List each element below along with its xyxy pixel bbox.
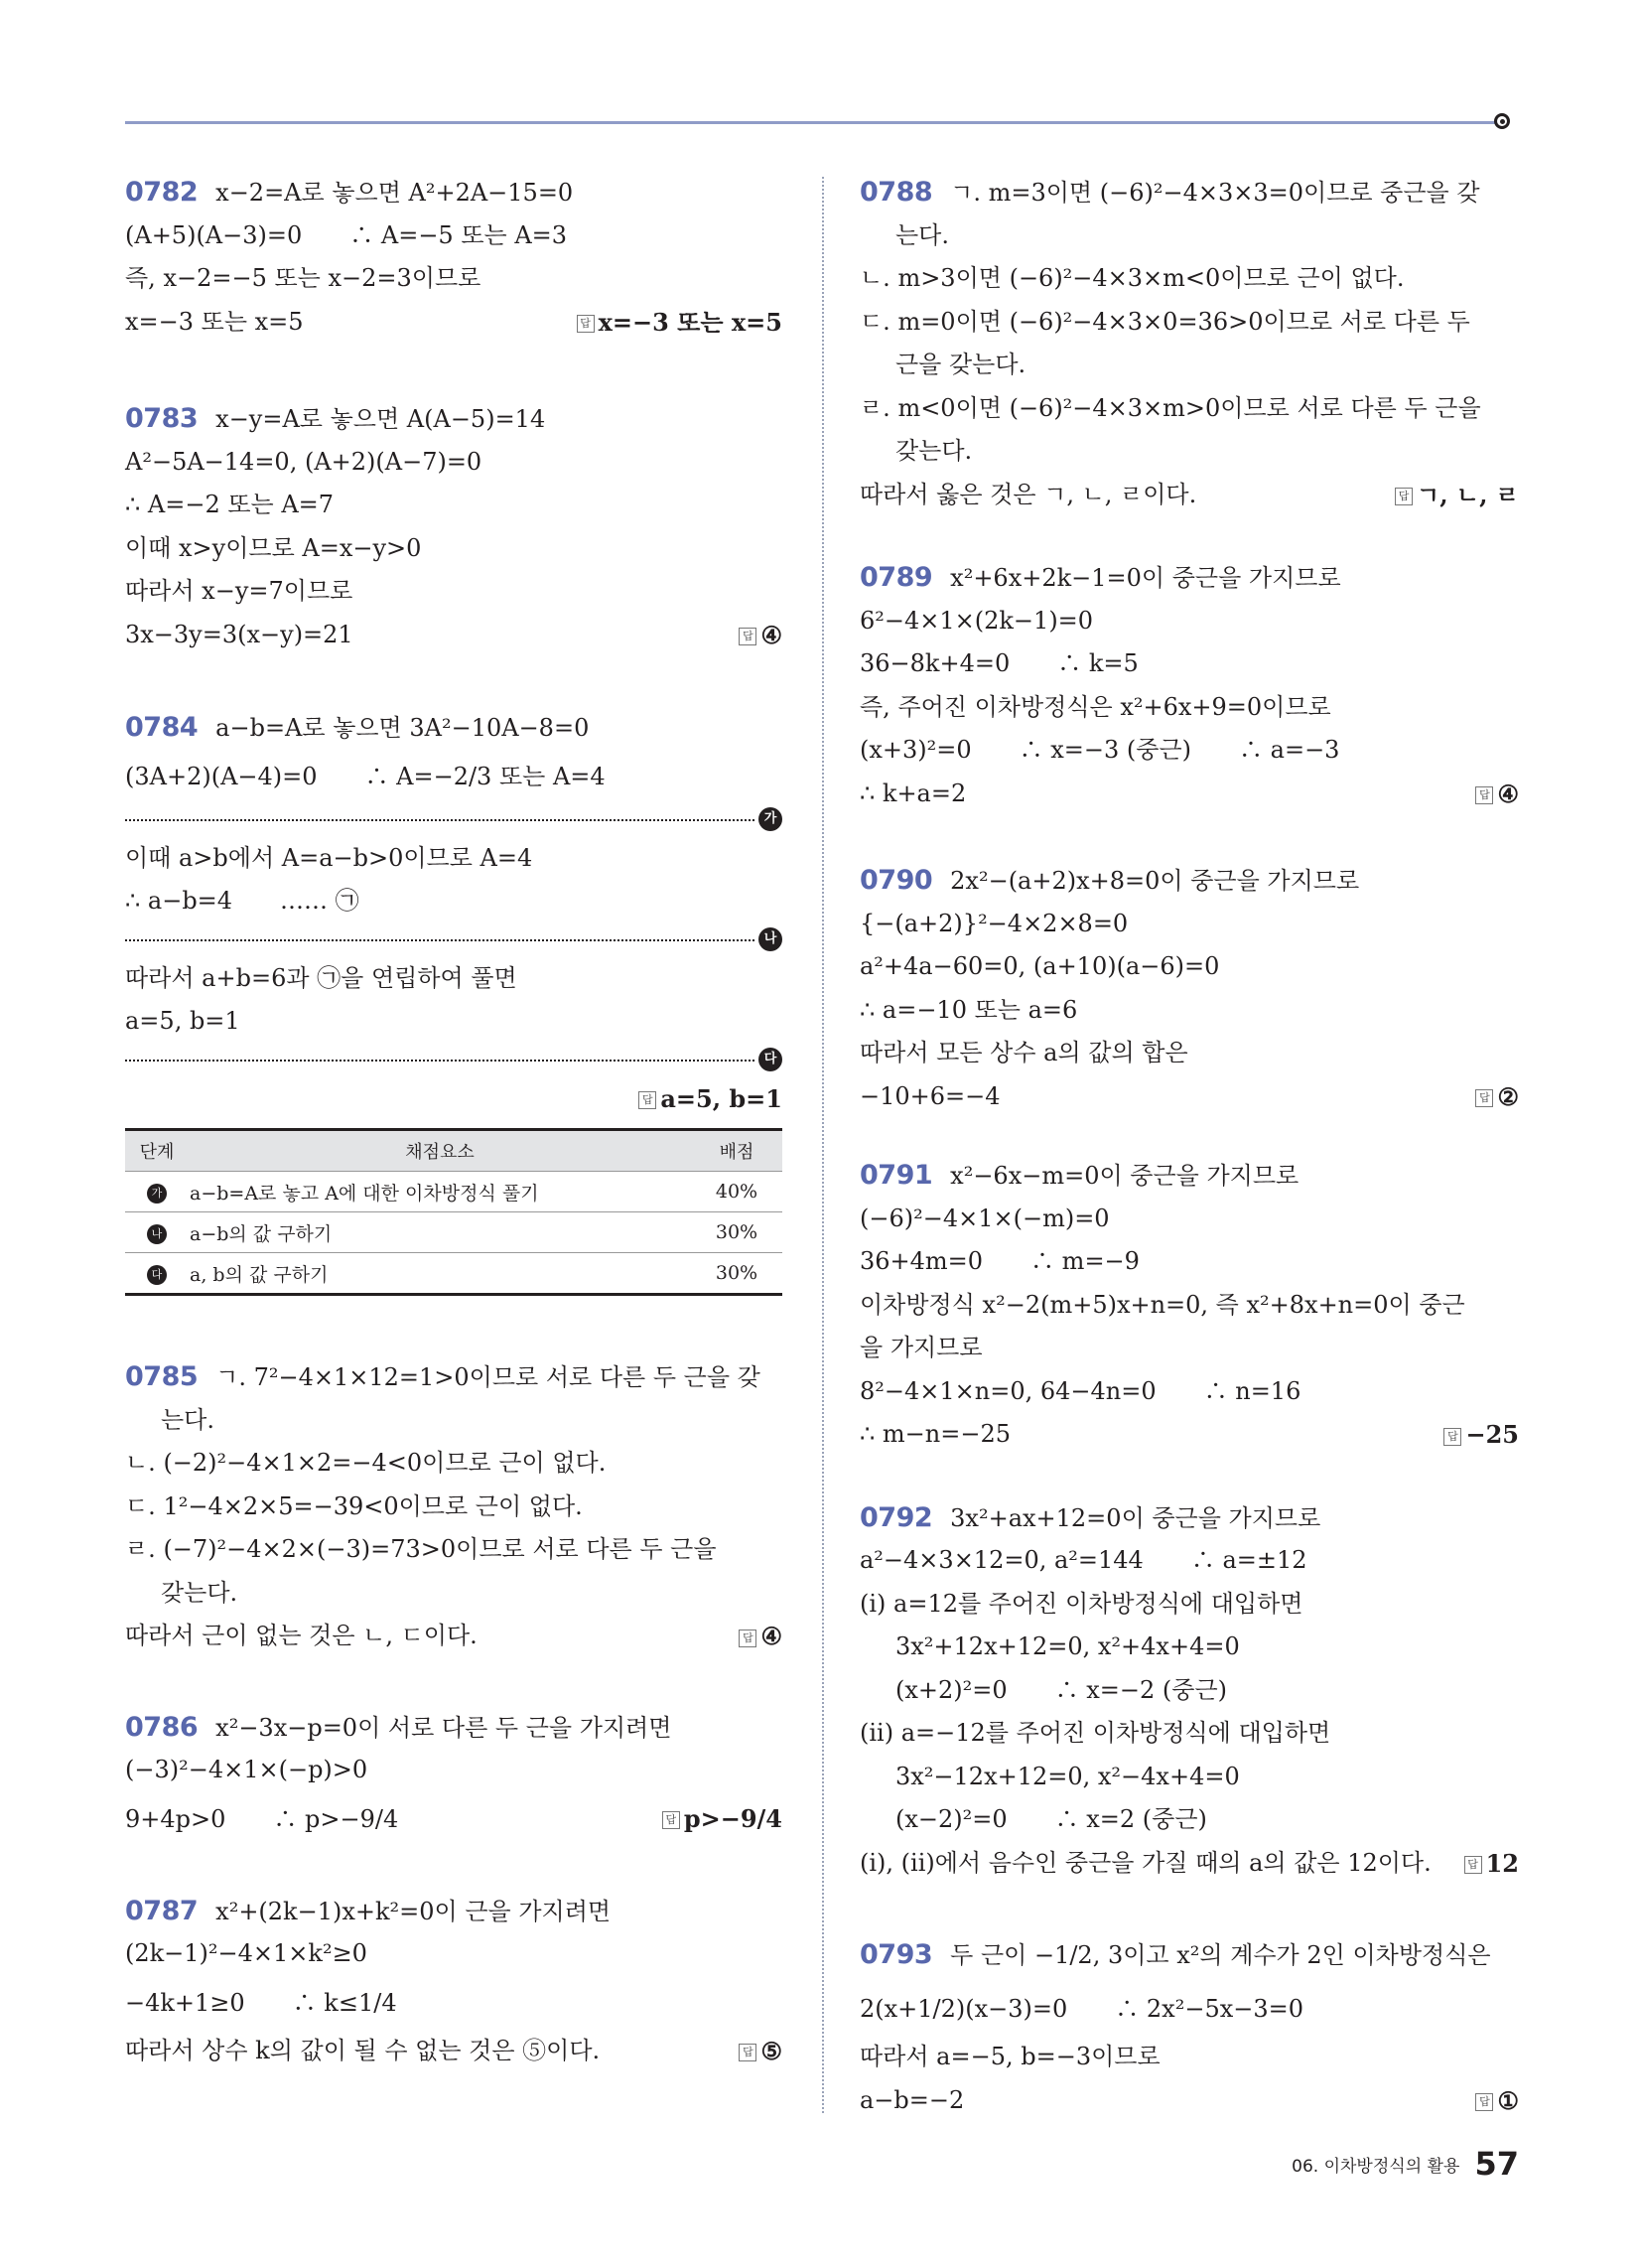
solution-line: ∴ A=−2 또는 A=7 (125, 491, 335, 518)
solution-line: 8²−4×1×n=0, 64−4n=0 ∴ n=16 (860, 1376, 1301, 1405)
solution-line: −4k+1≥0 ∴ k≤1/4 (125, 1988, 397, 2017)
problem-number: 0787 (125, 1895, 199, 1926)
answer: 답 −25 (1443, 1413, 1519, 1457)
answer-mark-icon: 답 (1475, 2093, 1493, 2111)
solution-line: 0787 x²+(2k−1)x+k²=0이 근을 가지려면 (125, 1895, 612, 1926)
problem-number: 0788 (860, 177, 933, 208)
solution-line: 따라서 모든 상수 a의 값의 합은 (860, 1039, 1188, 1066)
problem-number: 0792 (860, 1501, 933, 1533)
step-marker: 가 (758, 807, 782, 831)
problem-number: 0783 (125, 403, 199, 434)
answer: 답 ⑤ (739, 2030, 782, 2073)
table-row (125, 1212, 782, 1253)
problem-0786 (125, 1706, 782, 1846)
table-cell: a−b=A로 놓고 A에 대한 이차방정식 풀기 (189, 1172, 691, 1212)
answer-mark-icon: 답 (1475, 786, 1493, 804)
step-divider (125, 803, 782, 837)
answer: 답 p>−9/4 (662, 1792, 782, 1846)
solution-line: (x−2)²=0 ∴ x=2 (중근) (895, 1805, 1207, 1833)
solution-line: {−(a+2)}²−4×2×8=0 (860, 909, 1129, 937)
solution-line: ㄷ. 1²−4×2×5=−39<0이므로 근이 없다. (125, 1491, 583, 1520)
answer-mark-icon: 답 (739, 1630, 756, 1647)
solution-line: 0791 x²−6x−m=0이 중근을 가지므로 (860, 1160, 1300, 1191)
step-marker: 나 (147, 1224, 167, 1244)
problem-0791 (860, 1154, 1519, 1457)
problem-0788 (860, 171, 1519, 516)
solution-line: a−b=−2 답 ① (860, 2079, 1519, 2123)
problem-0783 (125, 397, 782, 656)
solution-line: (ii) a=−12를 주어진 이차방정식에 대입하면 (860, 1719, 1331, 1747)
problem-0784 (125, 706, 782, 1296)
solution-line: ∴ a=−10 또는 a=6 (860, 995, 1078, 1024)
answer: 답 ② (1475, 1075, 1519, 1119)
solution-line: (2k−1)²−4×1×k²≥0 (125, 1939, 367, 1967)
top-rule-dot (1494, 113, 1510, 129)
solution-line: 0785 ㄱ. 7²−4×1×12=1>0이므로 서로 다른 두 근을 갖 (125, 1361, 760, 1392)
solution-line: (i) a=12를 주어진 이차방정식에 대입하면 (860, 1589, 1303, 1618)
solution-line: 이차방정식 x²−2(m+5)x+n=0, 즉 x²+8x+n=0이 중근 (860, 1290, 1465, 1319)
solution-line: 는다. (161, 1405, 214, 1434)
problem-0789 (860, 556, 1519, 815)
solution-line: 36−8k+4=0 ∴ k=5 (860, 649, 1139, 677)
column-divider (822, 177, 824, 2113)
answer: 답 ① (1475, 2079, 1519, 2123)
solution-line: 9+4p>0 ∴ p>−9/4 답 p>−9/4 (125, 1792, 782, 1846)
answer-mark-icon: 답 (1395, 488, 1413, 505)
solution-line: 따라서 a=−5, b=−3이므로 (860, 2043, 1161, 2070)
table-cell: a, b의 값 구하기 (189, 1253, 691, 1295)
answer-mark-icon: 답 (577, 315, 595, 333)
table-header: 단계 (125, 1130, 189, 1172)
problem-number: 0785 (125, 1361, 199, 1392)
solution-line: 는다. (895, 220, 949, 249)
solution-line: ∴ k+a=2 답 ④ (860, 773, 1519, 816)
table-cell: 30% (691, 1253, 782, 1295)
problem-0792 (860, 1496, 1519, 1886)
left-column (125, 171, 782, 2072)
solution-line: (−6)²−4×1×(−m)=0 (860, 1204, 1110, 1232)
step-marker: 나 (758, 927, 782, 951)
top-rule (125, 121, 1503, 124)
solution-line: (x+2)²=0 ∴ x=−2 (중근) (895, 1675, 1228, 1704)
solution-line: ㄹ. (−7)²−4×2×(−3)=73>0이므로 서로 다른 두 근을 (125, 1535, 717, 1563)
solution-line: 3x−3y=3(x−y)=21 답 ④ (125, 614, 782, 657)
answer-line (125, 1077, 782, 1121)
chapter-title: 06. 이차방정식의 활용 (1292, 2156, 1460, 2177)
solution-line: 0788 ㄱ. m=3이면 (−6)²−4×3×3=0이므로 중근을 갖 (860, 177, 1480, 208)
answer: 답 ④ (739, 1615, 782, 1658)
table-cell: a−b의 값 구하기 (189, 1212, 691, 1253)
solution-line: 따라서 a+b=6과 ㉠을 연립하여 풀면 (125, 963, 517, 992)
solution-line: 을 가지므로 (860, 1334, 983, 1361)
solution-line: ㄴ. m>3이면 (−6)²−4×3×m<0이므로 근이 없다. (860, 264, 1405, 292)
solution-line: 3x²+12x+12=0, x²+4x+4=0 (895, 1632, 1240, 1660)
solution-line: 0792 3x²+ax+12=0이 중근을 가지므로 (860, 1501, 1321, 1533)
solution-line: 0793 두 근이 −1/2, 3이고 x²의 계수가 2인 이차방정식은 (860, 1939, 1491, 1970)
table-header: 배점 (691, 1130, 782, 1172)
solution-line: (−3)²−4×1×(−p)>0 (125, 1756, 368, 1783)
answer: 답 ④ (739, 614, 782, 657)
solution-line: (3A+2)(A−4)=0 ∴ A=−2/3 또는 A=4 (125, 762, 606, 790)
solution-line: 따라서 상수 k의 값이 될 수 없는 것은 ⑤이다. 답 ⑤ (125, 2030, 782, 2073)
answer: 답 ④ (1475, 773, 1519, 816)
step-divider (125, 1044, 782, 1077)
solution-line: ㄴ. (−2)²−4×1×2=−4<0이므로 근이 없다. (125, 1449, 607, 1477)
problem-0785 (125, 1355, 782, 1658)
problem-number: 0793 (860, 1939, 933, 1970)
solution-line: 갖는다. (895, 437, 973, 465)
problem-0790 (860, 859, 1519, 1118)
answer: 답 12 (1464, 1842, 1519, 1886)
answer: 답 x=−3 또는 x=5 (577, 301, 782, 345)
problem-number: 0786 (125, 1711, 199, 1743)
answer-mark-icon: 답 (1443, 1428, 1461, 1446)
problem-number: 0789 (860, 562, 933, 593)
problem-number: 0790 (860, 865, 933, 896)
solution-line: 36+4m=0 ∴ m=−9 (860, 1247, 1140, 1275)
step-divider (125, 923, 782, 957)
answer-mark-icon: 답 (1475, 1089, 1493, 1107)
solution-line: x=−3 또는 x=5 답 x=−3 또는 x=5 (125, 301, 782, 345)
table-cell: 30% (691, 1212, 782, 1253)
table-row (125, 1253, 782, 1295)
solution-line: 0783 x−y=A로 놓으면 A(A−5)=14 (125, 403, 546, 434)
solution-line: 0786 x²−3x−p=0이 서로 다른 두 근을 가지려면 (125, 1711, 672, 1743)
solution-line: 따라서 옳은 것은 ㄱ, ㄴ, ㄹ이다. 답 ㄱ, ㄴ, ㄹ (860, 474, 1519, 517)
solution-line: −10+6=−4 답 ② (860, 1075, 1519, 1119)
table-header: 채점요소 (189, 1130, 691, 1172)
solution-line: (A+5)(A−3)=0 ∴ A=−5 또는 A=3 (125, 220, 568, 249)
problem-number: 0782 (125, 177, 199, 208)
solution-line: 2(x+1/2)(x−3)=0 ∴ 2x²−5x−3=0 (860, 1995, 1304, 2023)
solution-line: a²−4×3×12=0, a²=144 ∴ a=±12 (860, 1546, 1307, 1574)
page-footer (1292, 2145, 1519, 2183)
problem-0782 (125, 171, 782, 344)
solution-line: 근을 갖는다. (895, 351, 1026, 378)
problem-number: 0784 (125, 712, 199, 743)
scoring-table (125, 1128, 782, 1296)
page-number: 57 (1474, 2145, 1519, 2183)
solution-line: (x+3)²=0 ∴ x=−3 (중근) ∴ a=−3 (860, 736, 1340, 764)
solution-line: a²+4a−60=0, (a+10)(a−6)=0 (860, 952, 1220, 980)
problem-0787 (125, 1890, 782, 2073)
solution-line: 갖는다. (161, 1578, 238, 1607)
solution-line: ∴ a−b=4 …… ㉠ (125, 887, 359, 915)
answer-mark-icon: 답 (739, 2044, 756, 2061)
answer-mark-icon: 답 (662, 1811, 680, 1829)
solution-line: ∴ m−n=−25 답 −25 (860, 1413, 1519, 1457)
answer: 답 a=5, b=1 (638, 1077, 782, 1121)
solution-line: 이때 x>y이므로 A=x−y>0 (125, 533, 422, 562)
solution-line: ㄹ. m<0이면 (−6)²−4×3×m>0이므로 서로 다른 두 근을 (860, 393, 1481, 422)
solution-line: 0784 a−b=A로 놓으면 3A²−10A−8=0 (125, 712, 590, 743)
solution-line: 즉, x−2=−5 또는 x−2=3이므로 (125, 264, 481, 292)
solution-line: 0789 x²+6x+2k−1=0이 중근을 가지므로 (860, 562, 1341, 593)
step-marker: 다 (147, 1265, 167, 1285)
step-marker: 다 (758, 1048, 782, 1071)
answer-mark-icon: 답 (638, 1091, 656, 1109)
solution-line: (i), (ii)에서 음수인 중근을 가질 때의 a의 값은 12이다. 답 12 (860, 1842, 1519, 1886)
answer-mark-icon: 답 (1464, 1856, 1482, 1874)
step-marker: 가 (147, 1184, 167, 1204)
solution-line: A²−5A−14=0, (A+2)(A−7)=0 (125, 447, 482, 476)
solution-line: 3x²−12x+12=0, x²−4x+4=0 (895, 1762, 1240, 1790)
right-column (860, 171, 1519, 2122)
table-cell: 40% (691, 1172, 782, 1212)
solution-line: 0782 x−2=A로 놓으면 A²+2A−15=0 (125, 177, 574, 208)
solution-line: ㄷ. m=0이면 (−6)²−4×3×0=36>0이므로 서로 다른 두 (860, 307, 1470, 336)
solution-line: 6²−4×1×(2k−1)=0 (860, 606, 1094, 635)
solution-line: 따라서 근이 없는 것은 ㄴ, ㄷ이다. 답 ④ (125, 1615, 782, 1658)
solution-line: a=5, b=1 (125, 1007, 240, 1035)
table-row (125, 1172, 782, 1212)
answer-mark-icon: 답 (739, 628, 756, 645)
problem-number: 0791 (860, 1160, 933, 1191)
problem-0793 (860, 1928, 1519, 2122)
solution-line: 즉, 주어진 이차방정식은 x²+6x+9=0이므로 (860, 692, 1331, 721)
solution-line: 이때 a>b에서 A=a−b>0이므로 A=4 (125, 843, 533, 872)
solution-line: 0790 2x²−(a+2)x+8=0이 중근을 가지므로 (860, 865, 1360, 896)
answer: 답 ㄱ, ㄴ, ㄹ (1395, 474, 1519, 517)
solution-line: 따라서 x−y=7이므로 (125, 577, 353, 605)
